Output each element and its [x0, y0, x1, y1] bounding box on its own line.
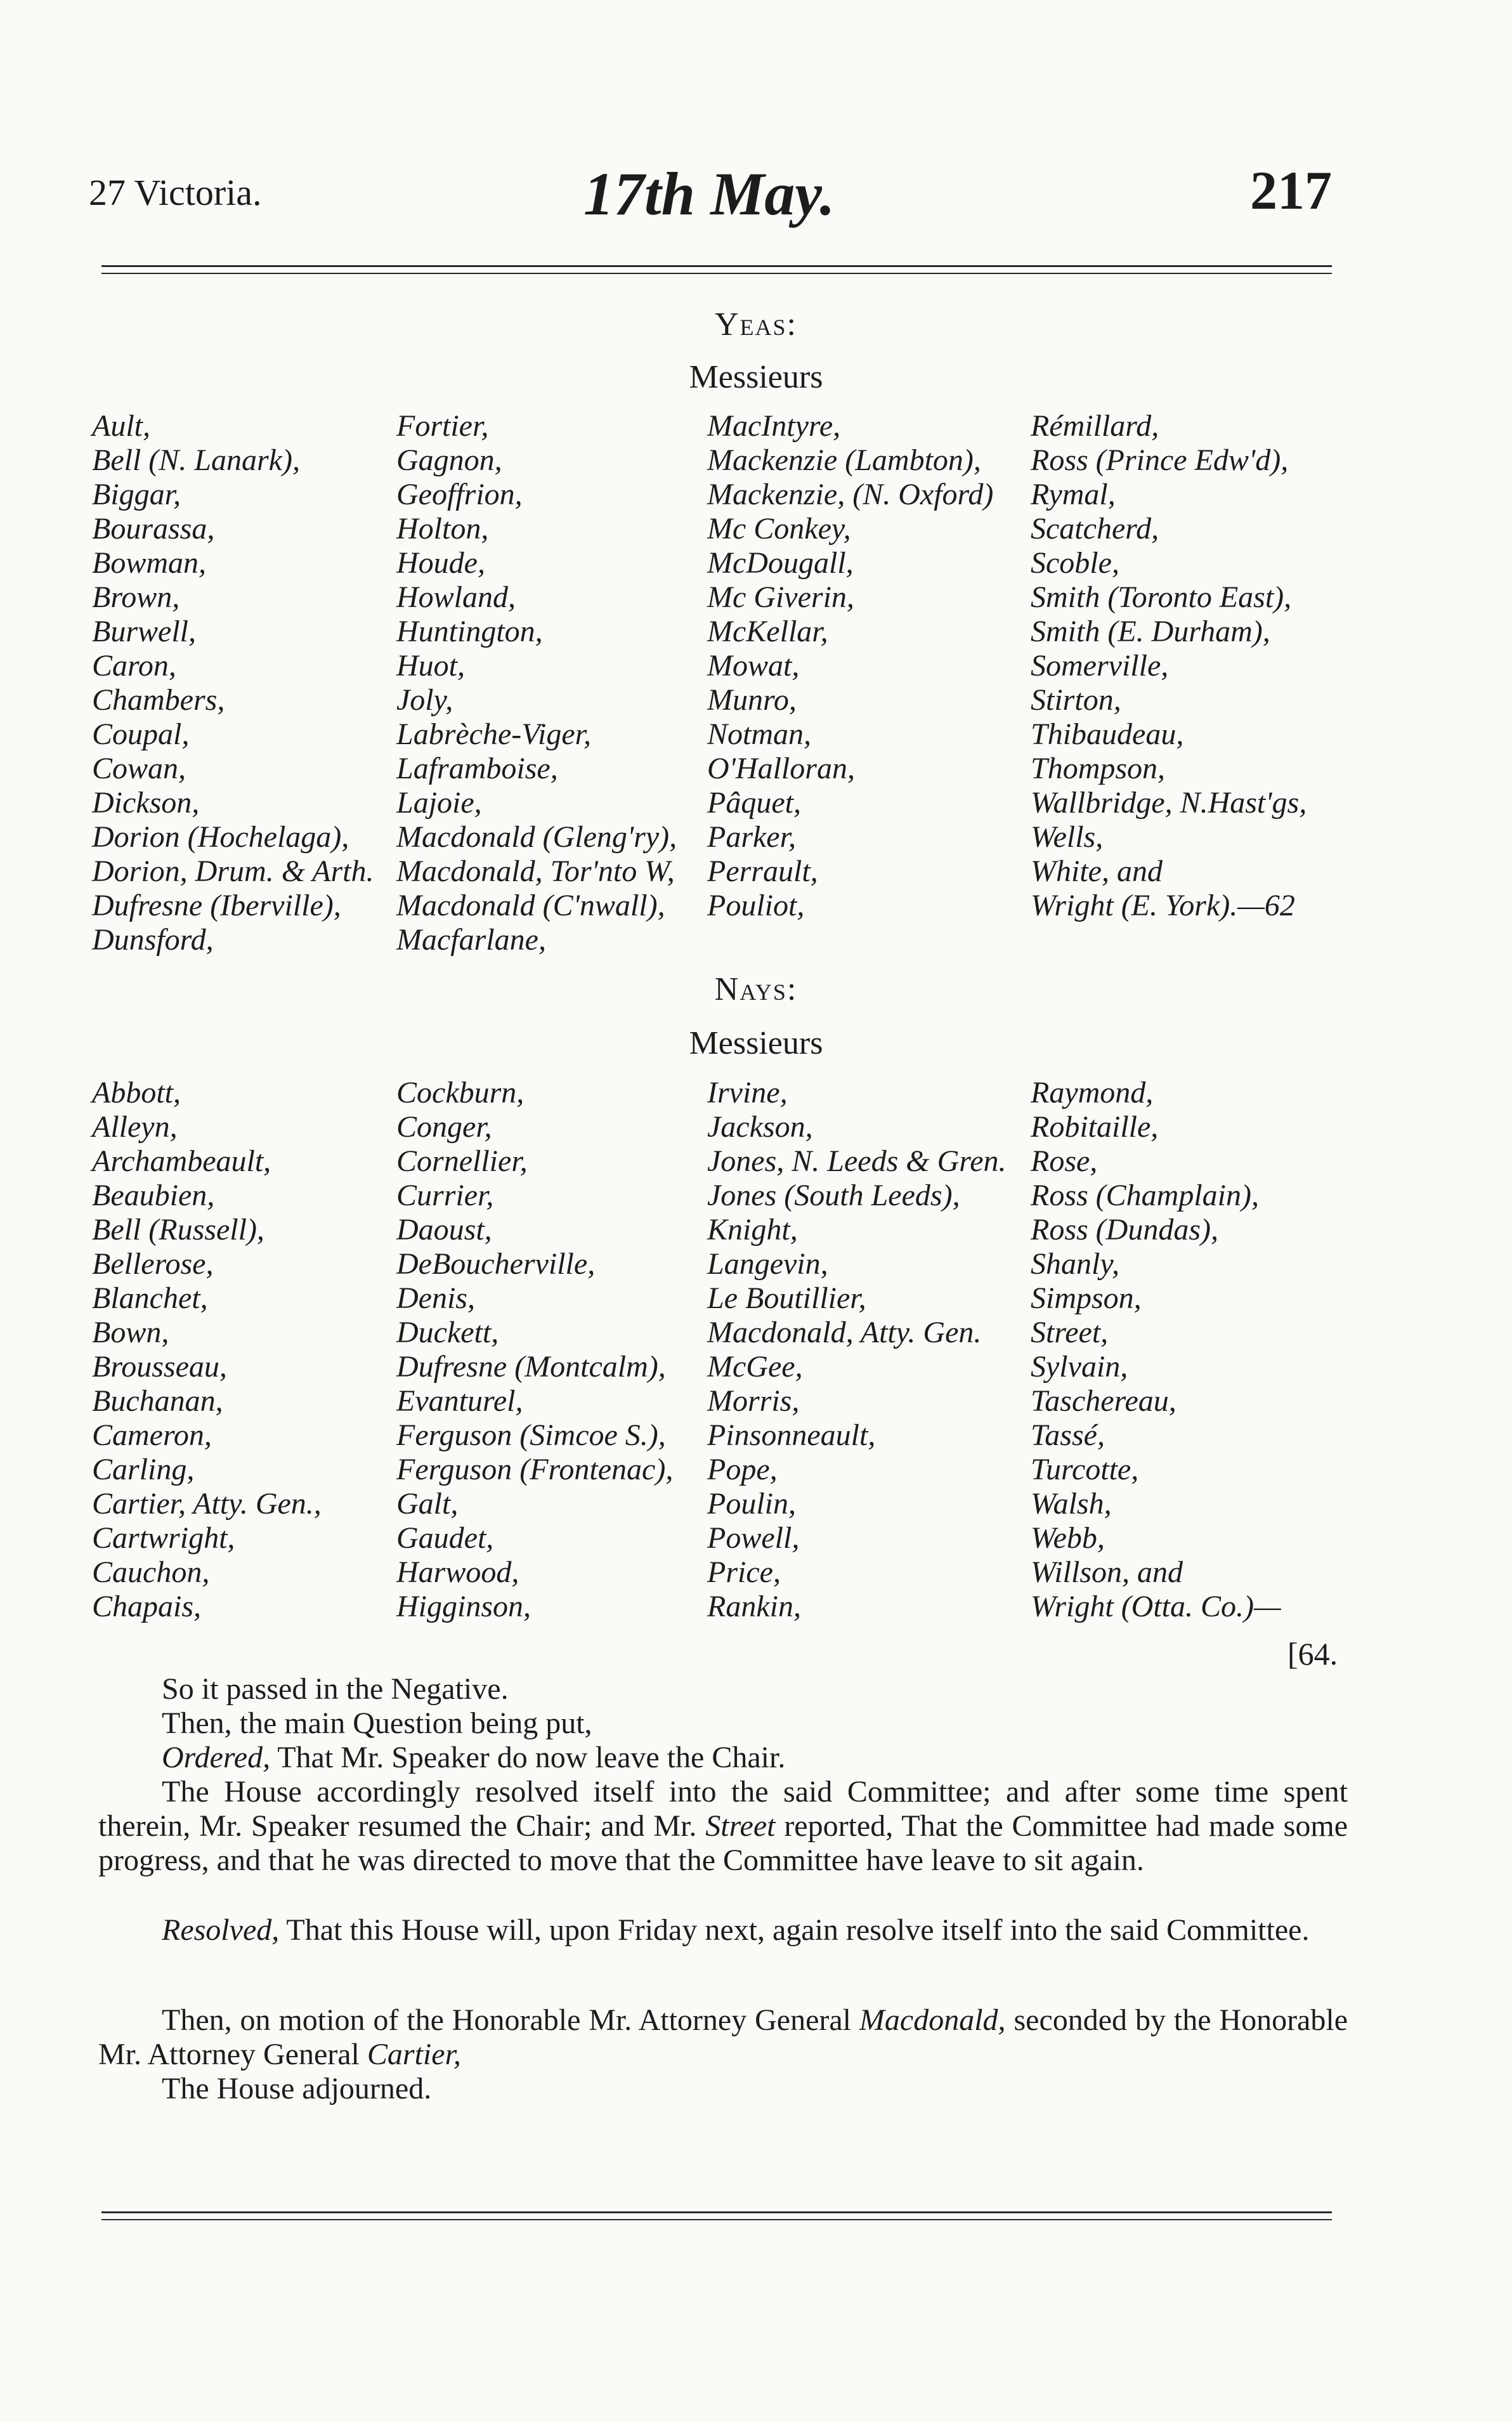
- member-name: Mc Conkey,: [707, 512, 851, 546]
- member-name: Scatcherd,: [1031, 512, 1159, 546]
- member-name: Langevin,: [707, 1247, 828, 1281]
- member-name: Cauchon,: [92, 1555, 210, 1589]
- member-name: Ault,: [92, 409, 150, 443]
- member-name: Abbott,: [92, 1076, 181, 1110]
- member-name: Holton,: [396, 512, 489, 546]
- yeas-list: [92, 409, 1360, 957]
- nays-row: [92, 1247, 1360, 1281]
- yeas-row: [92, 785, 1360, 820]
- member-name: Jones, N. Leeds & Gren.: [707, 1144, 1007, 1178]
- nays-row: [92, 1349, 1360, 1384]
- member-name: Pouliot,: [707, 889, 805, 922]
- footer-rule-bottom: [101, 2219, 1332, 2220]
- yeas-row: [92, 648, 1360, 683]
- nays-row: [92, 1212, 1360, 1247]
- member-name: Macfarlane,: [396, 923, 546, 957]
- member-name: Evanturel,: [396, 1384, 523, 1418]
- member-name: Huot,: [396, 649, 465, 683]
- member-name: Irvine,: [707, 1076, 788, 1110]
- yeas-row: [92, 511, 1360, 546]
- member-name: Parker,: [707, 820, 796, 854]
- member-name: Simpson,: [1031, 1281, 1142, 1315]
- nays-row: [92, 1452, 1360, 1486]
- member-name: Howland,: [396, 580, 516, 614]
- motion-text-a: Then, on motion of the Honorable Mr. Attorney General: [162, 2003, 859, 2037]
- member-name: Poulin,: [707, 1487, 796, 1521]
- member-name: Smith (E. Durham),: [1031, 615, 1270, 648]
- committee-text-b: reported, That the Committee had made some progress, and that he was directed to move that the Committee have leave to sit again.: [98, 1809, 1348, 1877]
- motion-para: [98, 2003, 1348, 2072]
- nays-row: [92, 1418, 1360, 1452]
- member-name: Webb,: [1031, 1521, 1105, 1555]
- member-name: Rankin,: [707, 1590, 801, 1623]
- member-name: Pope,: [707, 1453, 778, 1486]
- nays-row: [92, 1178, 1360, 1212]
- member-name: Alleyn,: [92, 1110, 178, 1144]
- member-name: Chambers,: [92, 683, 225, 717]
- member-name: McGee,: [707, 1350, 803, 1384]
- member-name: Turcotte,: [1031, 1453, 1139, 1486]
- yeas-heading: Yeas:: [714, 306, 797, 343]
- member-name: Macdonald (Gleng'ry),: [396, 820, 677, 854]
- member-name: Archambeault,: [92, 1144, 271, 1178]
- member-name: McKellar,: [707, 615, 828, 648]
- committee-para: [98, 1775, 1348, 1878]
- member-name: Stirton,: [1031, 683, 1121, 717]
- member-name: Bell (N. Lanark),: [92, 443, 300, 477]
- ordered-para: [98, 1741, 1348, 1775]
- member-name: Thompson,: [1031, 752, 1166, 785]
- nays-heading: Nays:: [714, 971, 798, 1007]
- member-name: Cameron,: [92, 1418, 212, 1452]
- member-name: Labrèche-Viger,: [396, 717, 592, 751]
- yeas-row: [92, 443, 1360, 477]
- member-name: MacIntyre,: [707, 409, 841, 443]
- member-name: Powell,: [707, 1521, 800, 1555]
- member-name: Raymond,: [1031, 1076, 1154, 1110]
- nays-row: [92, 1315, 1360, 1349]
- member-name: Taschereau,: [1031, 1384, 1176, 1418]
- member-name: Huntington,: [396, 615, 543, 648]
- member-name: Munro,: [707, 683, 797, 717]
- motion-member-1: Macdonald,: [859, 2003, 1006, 2037]
- member-name: Dorion (Hochelaga),: [92, 820, 349, 854]
- member-name: O'Halloran,: [707, 752, 855, 785]
- member-name: Robitaille,: [1031, 1110, 1159, 1144]
- resolved-para: [98, 1913, 1348, 1947]
- member-name: Bell (Russell),: [92, 1213, 264, 1247]
- negative-result: So it passed in the Negative.: [162, 1672, 509, 1706]
- member-name: Ferguson (Simcoe S.),: [396, 1418, 666, 1452]
- member-name: Smith (Toronto East),: [1031, 580, 1292, 614]
- member-name: Mowat,: [707, 649, 800, 683]
- nays-count: [64.: [1287, 1636, 1338, 1672]
- member-name: Ross (Prince Edw'd),: [1031, 443, 1289, 477]
- member-name: DeBoucherville,: [396, 1247, 596, 1281]
- member-name: Dorion, Drum. & Arth.: [92, 854, 374, 888]
- yeas-row: [92, 580, 1360, 614]
- member-name: Brousseau,: [92, 1350, 227, 1384]
- yeas-row: [92, 854, 1360, 888]
- nays-row: [92, 1384, 1360, 1418]
- member-name: Wells,: [1031, 820, 1104, 854]
- yeas-row: [92, 820, 1360, 854]
- nays-list: [92, 1075, 1360, 1623]
- nays-row: [92, 1281, 1360, 1315]
- member-name: Fortier,: [396, 409, 489, 443]
- page-date: 17th May.: [583, 160, 835, 228]
- yeas-row: [92, 683, 1360, 717]
- ordered-label: Ordered,: [162, 1741, 271, 1774]
- member-name: Carling,: [92, 1453, 195, 1486]
- member-name: Biggar,: [92, 478, 181, 511]
- page-number: 217: [1250, 160, 1332, 221]
- member-name: Laframboise,: [396, 752, 558, 785]
- member-name: Knight,: [707, 1213, 798, 1247]
- member-name: Wallbridge, N.Hast'gs,: [1031, 786, 1307, 820]
- member-name: Somerville,: [1031, 649, 1169, 683]
- member-name: Pâquet,: [707, 786, 801, 820]
- member-name: White, and: [1031, 854, 1163, 888]
- member-name: Ross (Champlain),: [1031, 1179, 1259, 1212]
- member-name: Blanchet,: [92, 1281, 208, 1315]
- nays-row: [92, 1589, 1360, 1623]
- member-name: Burwell,: [92, 615, 196, 648]
- member-name: Daoust,: [396, 1213, 492, 1247]
- nays-row: [92, 1144, 1360, 1178]
- yeas-row: [92, 717, 1360, 751]
- member-name: Conger,: [396, 1110, 492, 1144]
- member-name: Le Boutillier,: [707, 1281, 866, 1315]
- nays-row: [92, 1521, 1360, 1555]
- nays-row: [92, 1555, 1360, 1589]
- member-name: Bourassa,: [92, 512, 215, 546]
- nays-row: [92, 1486, 1360, 1521]
- member-name: Caron,: [92, 649, 176, 683]
- yeas-row: [92, 409, 1360, 443]
- member-name: Pinsonneault,: [707, 1418, 876, 1452]
- member-name: Higginson,: [396, 1590, 531, 1623]
- member-name: Cartier, Atty. Gen.,: [92, 1487, 322, 1521]
- member-name: Dufresne (Montcalm),: [396, 1350, 666, 1384]
- member-name: Dickson,: [92, 786, 200, 820]
- yeas-subheading: Messieurs: [689, 359, 823, 395]
- motion-member-2: Cartier,: [367, 2038, 461, 2071]
- member-name: Chapais,: [92, 1590, 202, 1623]
- member-name: Dufresne (Iberville),: [92, 889, 341, 922]
- member-name: Cowan,: [92, 752, 186, 785]
- member-name: Rymal,: [1031, 478, 1116, 511]
- member-name: Currier,: [396, 1179, 494, 1212]
- member-name: Lajoie,: [396, 786, 482, 820]
- member-name: Walsh,: [1031, 1487, 1112, 1521]
- question-put: Then, the main Question being put,: [162, 1706, 592, 1740]
- member-name: Joly,: [396, 683, 453, 717]
- member-name: McDougall,: [707, 546, 854, 580]
- member-name: Duckett,: [396, 1316, 499, 1349]
- member-name: Thibaudeau,: [1031, 717, 1184, 751]
- member-name: Cockburn,: [396, 1076, 525, 1110]
- member-name: Geoffrion,: [396, 478, 523, 511]
- member-name: Street,: [1031, 1316, 1109, 1349]
- nays-row: [92, 1075, 1360, 1110]
- motion-text-b: seconded by the Honorable Mr. Attorney General: [98, 2003, 1348, 2071]
- yeas-row: [92, 546, 1360, 580]
- member-name: Ferguson (Frontenac),: [396, 1453, 674, 1486]
- member-name: Bowman,: [92, 546, 206, 580]
- member-name: Wright (Otta. Co.)—: [1031, 1590, 1281, 1623]
- member-name: Wright (E. York).—62: [1031, 889, 1295, 922]
- yeas-row: [92, 614, 1360, 648]
- member-name: Bellerose,: [92, 1247, 214, 1281]
- member-name: Morris,: [707, 1384, 800, 1418]
- committee-text-a: The House accordingly resolved itself into the said Committee; and after some time spent therein, Mr. Speaker resumed the Chair; and Mr.: [98, 1775, 1348, 1843]
- member-name: Macdonald, Tor'nto W,: [396, 854, 675, 888]
- yeas-row: [92, 751, 1360, 785]
- resolved-text: That this House will, upon Friday next, again resolve itself into the said Committee.: [279, 1913, 1310, 1947]
- member-name: Mackenzie, (N. Oxford): [707, 478, 994, 511]
- member-name: Mc Giverin,: [707, 580, 854, 614]
- member-name: Cartwright,: [92, 1521, 235, 1555]
- resolved-label: Resolved,: [162, 1913, 280, 1947]
- member-name: Tassé,: [1031, 1418, 1105, 1452]
- footer-rule-top: [101, 2211, 1332, 2213]
- member-name: Price,: [707, 1555, 781, 1589]
- member-name: Shanly,: [1031, 1247, 1119, 1281]
- member-name: Buchanan,: [92, 1384, 223, 1418]
- member-name: Galt,: [396, 1487, 459, 1521]
- ordered-text: That Mr. Speaker do now leave the Chair.: [270, 1741, 786, 1774]
- member-name: Harwood,: [396, 1555, 519, 1589]
- member-name: Scoble,: [1031, 546, 1119, 580]
- member-name: Coupal,: [92, 717, 190, 751]
- nays-subheading: Messieurs: [689, 1025, 823, 1061]
- member-name: Rose,: [1031, 1144, 1098, 1178]
- member-name: Bown,: [92, 1316, 169, 1349]
- member-name: Macdonald, Atty. Gen.: [707, 1316, 982, 1349]
- member-name: Jones (South Leeds),: [707, 1179, 960, 1212]
- member-name: Mackenzie (Lambton),: [707, 443, 981, 477]
- member-name: Sylvain,: [1031, 1350, 1128, 1384]
- member-name: Willson, and: [1031, 1555, 1183, 1589]
- regnal-year: 27 Victoria.: [89, 172, 262, 213]
- member-name: Beaubien,: [92, 1179, 215, 1212]
- member-name: Perrault,: [707, 854, 818, 888]
- member-name: Cornellier,: [396, 1144, 528, 1178]
- adjourned: The House adjourned.: [162, 2072, 432, 2105]
- nays-row: [92, 1110, 1360, 1144]
- member-name: Gagnon,: [396, 443, 502, 477]
- yeas-row: [92, 922, 1360, 957]
- member-name: Jackson,: [707, 1110, 813, 1144]
- header-rule-bottom: [101, 273, 1332, 274]
- member-name: Denis,: [396, 1281, 475, 1315]
- member-name: Gaudet,: [396, 1521, 494, 1555]
- member-name: Macdonald (C'nwall),: [396, 889, 665, 922]
- header-rule-top: [101, 265, 1332, 267]
- member-name: Houde,: [396, 546, 485, 580]
- member-name: Dunsford,: [92, 923, 214, 957]
- member-name: Brown,: [92, 580, 180, 614]
- page-header: [89, 146, 1357, 228]
- member-name: Ross (Dundas),: [1031, 1213, 1218, 1247]
- member-name: Notman,: [707, 717, 812, 751]
- yeas-row: [92, 477, 1360, 511]
- committee-member: Street: [705, 1809, 776, 1843]
- yeas-row: [92, 888, 1360, 922]
- member-name: Rémillard,: [1031, 409, 1159, 443]
